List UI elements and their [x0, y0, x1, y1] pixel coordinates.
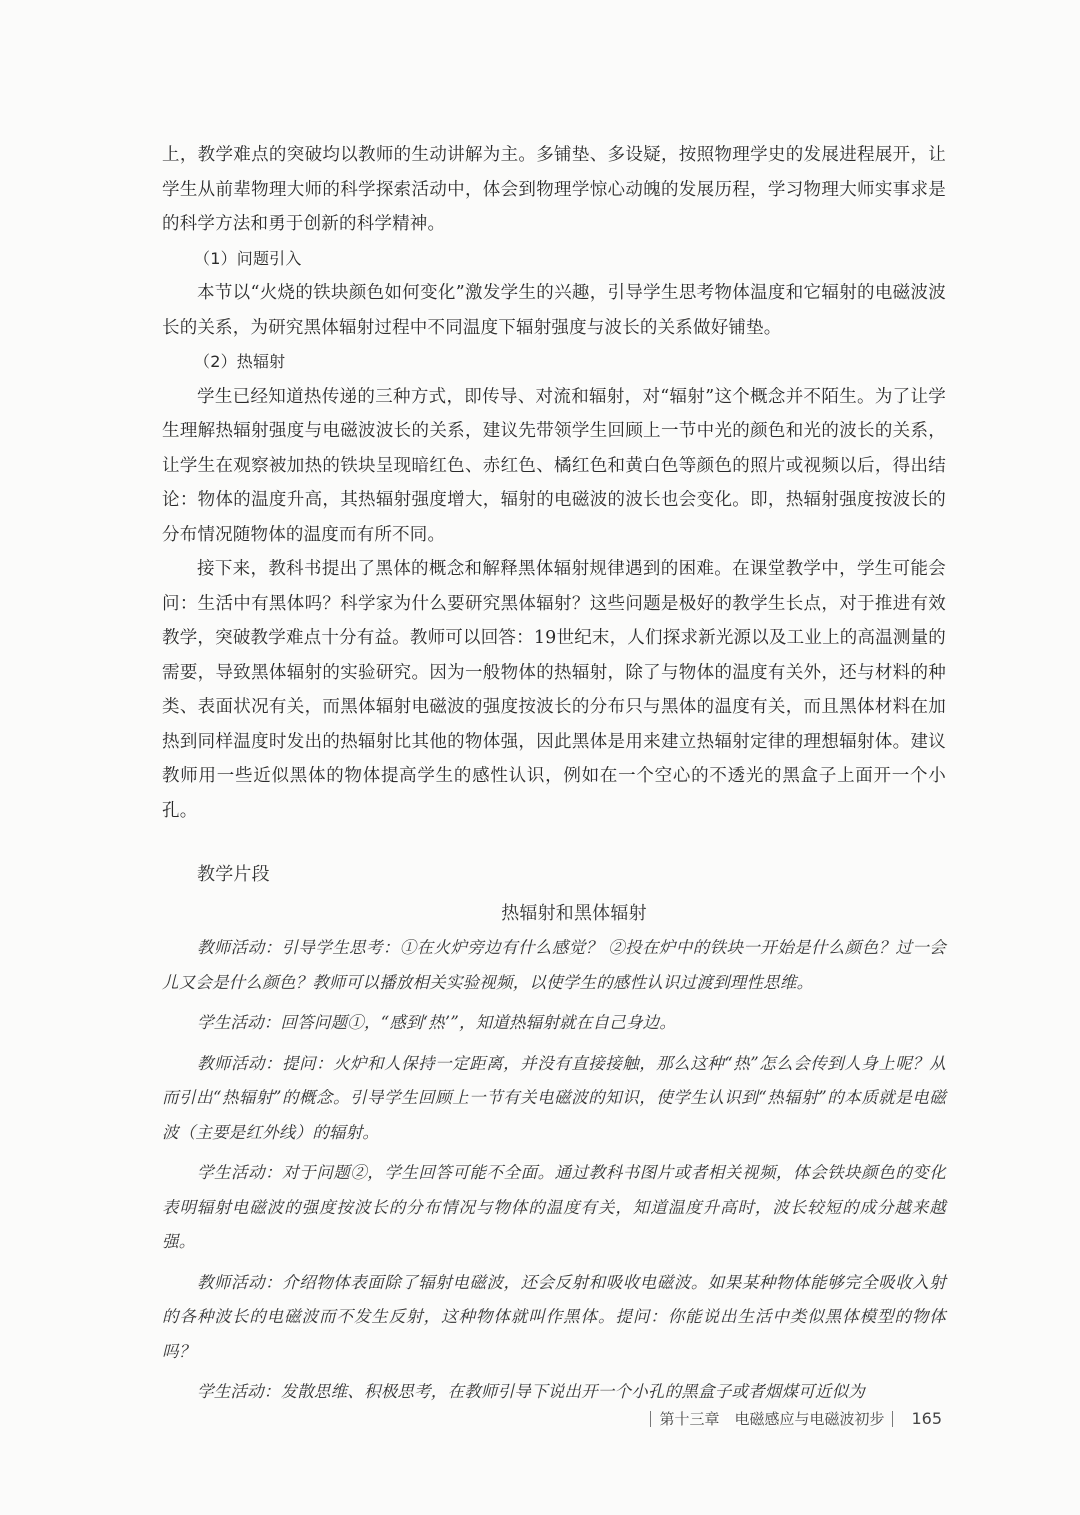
- footer-divider: [892, 1411, 893, 1427]
- paragraph: 上，教学难点的突破均以教师的生动讲解为主。多铺垫、多设疑，按照物理学史的发展进程展开，让学生从前辈物理大师的科学探索活动中，体会到物理学惊心动魄的发展历程，学习物理大师实事求是的科学方法和勇于创新的科学精神。: [162, 145, 946, 234]
- page-body: [162, 138, 946, 1410]
- chapter-title: 第十三章 电磁感应与电磁波初步: [659, 1410, 885, 1428]
- segment-paragraph: 教师活动：介绍物体表面除了辐射电磁波，还会反射和吸收电磁波。如果某种物体能够完全吸收入射的各种波长的电磁波而不发生反射，这种物体就叫作黑体。提问：你能说出生活中类似黑体模型的物体吗？: [162, 1272, 946, 1361]
- segment-paragraph: 学生活动：回答问题①，“感到‘热’”，知道热辐射就在自己身边。: [197, 1013, 677, 1032]
- subheading-problem-intro: （1）问题引入: [194, 248, 302, 268]
- segment-paragraph: 学生活动：对于问题②，学生回答可能不全面。通过教科书图片或者相关视频，体会铁块颜色的变化表明辐射电磁波的强度按波长的分布情况与物体的温度有关，知道温度升高时，波长较短的成分越来越强。: [162, 1163, 946, 1251]
- teaching-segment: [162, 858, 946, 1410]
- page-number: 165: [911, 1409, 942, 1428]
- segment-paragraph: 学生活动：发散思维、积极思考，在教师引导下说出开一个小孔的黑盒子或者烟煤可近似为: [197, 1382, 865, 1401]
- paragraph: 本节以“火烧的铁块颜色如何变化”激发学生的兴趣，引导学生思考物体温度和它辐射的电磁波波长的关系，为研究黑体辐射过程中不同温度下辐射强度与波长的关系做好铺垫。: [162, 283, 946, 338]
- main-text: [162, 138, 946, 828]
- segment-paragraph: 教师活动：提问：火炉和人保持一定距离，并没有直接接触，那么这种“热”怎么会传到人身上呢？从而引出“热辐射”的概念。引导学生回顾上一节有关电磁波的知识，使学生认识到“热辐射”的本质就是电磁波（主要是红外线）的辐射。: [162, 1053, 946, 1142]
- segment-label: 教学片段: [197, 864, 270, 885]
- segment-paragraph: 教师活动：引导学生思考：①在火炉旁边有什么感觉？ ②投在炉中的铁块一开始是什么颜色？过一会儿又会是什么颜色？教师可以播放相关实验视频，以使学生的感性认识过渡到理性思维。: [162, 938, 946, 992]
- footer-divider: [650, 1411, 651, 1427]
- paragraph: 学生已经知道热传递的三种方式，即传导、对流和辐射，对“辐射”这个概念并不陌生。为了让学生理解热辐射强度与电磁波波长的关系，建议先带领学生回顾上一节中光的颜色和光的波长的关系，让学生在观察被加热的铁块呈现暗红色、赤红色、橘红色和黄白色等颜色的照片或视频以后，得出结论：物体的温度升高，其热辐射强度增大，辐射的电磁波的波长也会变化。即，热辐射强度按波长的分布情况随物体的温度而有所不同。: [162, 386, 946, 545]
- paragraph: 接下来，教科书提出了黑体的概念和解释黑体辐射规律遇到的困难。在课堂教学中，学生可能会问：生活中有黑体吗？科学家为什么要研究黑体辐射？这些问题是极好的教学生长点，对于推进有效教学，突破教学难点十分有益。教师可以回答：19世纪末，人们探求新光源以及工业上的高温测量的需要，导致黑体辐射的实验研究。因为一般物体的热辐射，除了与物体的温度有关外，还与材料的种类、表面状况有关，而黑体辐射电磁波的强度按波长的分布只与黑体的温度有关，而且黑体材料在加热到同样温度时发出的热辐射比其他的物体强，因此黑体是用来建立热辐射定律的理想辐射体。建议教师用一些近似黑体的物体提高学生的感性认识，例如在一个空心的不透光的黑盒子上面开一个小孔。: [162, 559, 946, 821]
- subheading-thermal-radiation: （2）热辐射: [194, 352, 286, 371]
- segment-title: 热辐射和黑体辐射: [501, 902, 647, 924]
- page-footer: [650, 1408, 942, 1429]
